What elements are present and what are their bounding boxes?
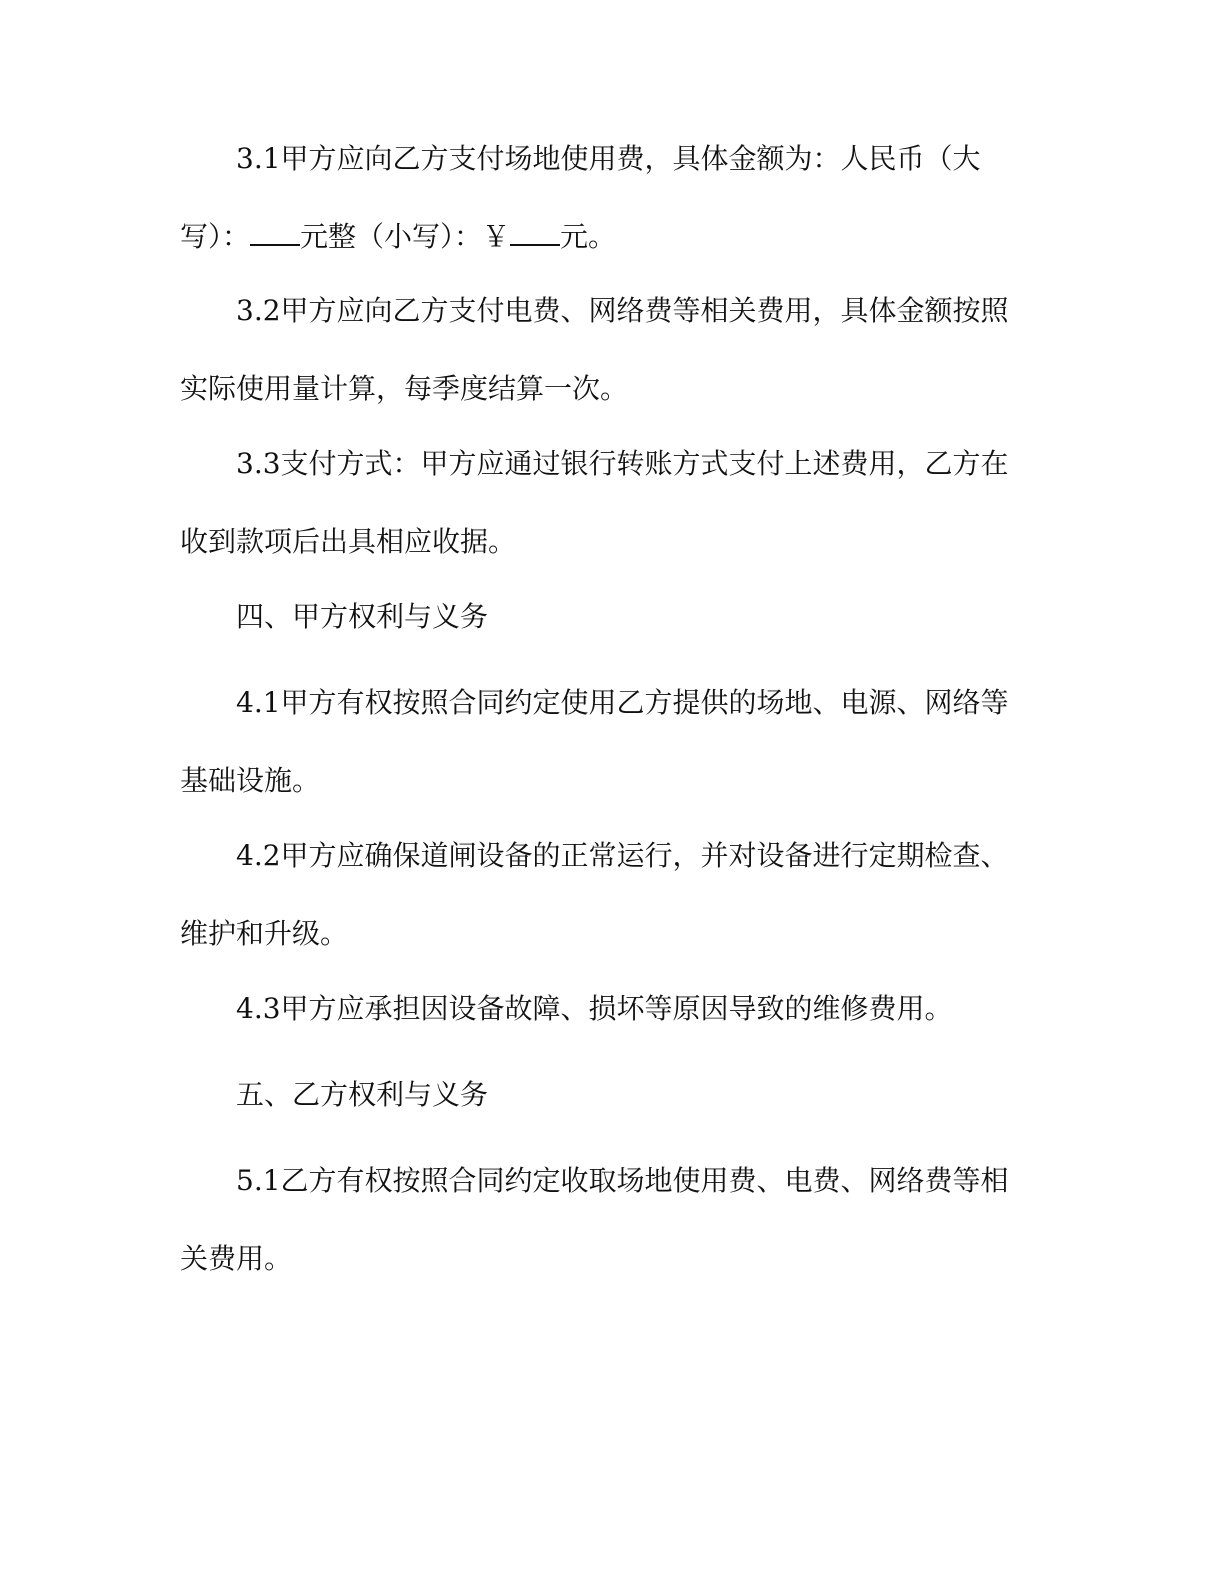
clause-5-1: 5.1乙方有权按照合同约定收取场地使用费、电费、网络费等相关费用。: [180, 1164, 1009, 1275]
clause-4-3: 4.3甲方应承担因设备故障、损坏等原因导致的维修费用。: [236, 992, 953, 1025]
clause-4-2: 4.2甲方应确保道闸设备的正常运行，并对设备进行定期检查、维护和升级。: [180, 839, 1009, 950]
clause-4-1: 4.1甲方有权按照合同约定使用乙方提供的场地、电源、网络等基础设施。: [180, 686, 1009, 797]
section-heading-4: 四、甲方权利与义务: [236, 600, 489, 633]
clause-3-1: [180, 120, 1036, 276]
section-heading-5: 五、乙方权利与义务: [236, 1078, 489, 1111]
clause-3-1-text-b: 元整（小写）：￥: [300, 220, 511, 253]
blank-amount-words: [250, 222, 300, 246]
clause-3-1-text-a: 3.1甲方应向乙方支付场地使用费，具体金额为：人民币（大写）：: [180, 142, 981, 253]
clause-3-2: 3.2甲方应向乙方支付电费、网络费等相关费用，具体金额按照实际使用量计算，每季度结算一次。: [180, 294, 1009, 405]
clause-3-1-text-c: 元。: [560, 220, 617, 253]
blank-amount-figures: [510, 222, 560, 246]
clause-3-3: 3.3支付方式：甲方应通过银行转账方式支付上述费用，乙方在收到款项后出具相应收据。: [180, 447, 1009, 558]
